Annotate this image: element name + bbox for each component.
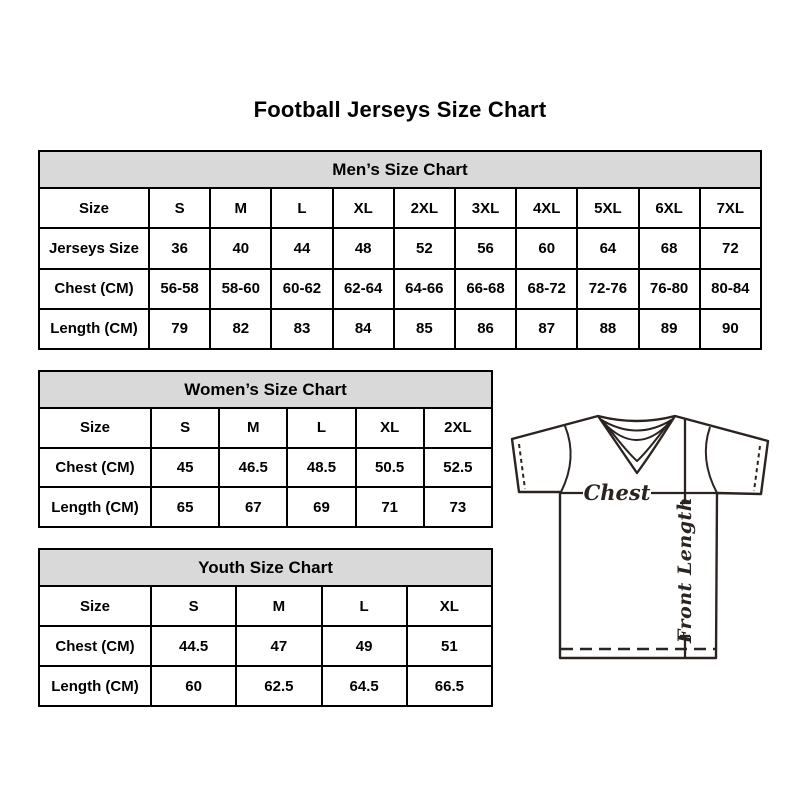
- size-value: XL: [407, 586, 492, 626]
- table-row: [39, 269, 761, 309]
- size-value: XL: [356, 408, 424, 448]
- table-title: Women’s Size Chart: [39, 371, 492, 408]
- page-title: Football Jerseys Size Chart: [253, 97, 547, 122]
- size-value: 49: [322, 626, 407, 666]
- size-value: 76-80: [639, 269, 700, 309]
- table-row: [39, 487, 492, 527]
- size-value: 44: [271, 228, 332, 268]
- table-row: [39, 626, 492, 666]
- row-label: Size: [39, 188, 149, 228]
- size-value: 56-58: [149, 269, 210, 309]
- table-row: [39, 448, 492, 488]
- size-value: 3XL: [455, 188, 516, 228]
- size-value: S: [151, 408, 219, 448]
- table-row: [39, 309, 761, 349]
- size-value: 36: [149, 228, 210, 268]
- table-row: [39, 188, 761, 228]
- jersey-outline-shape: [512, 416, 768, 658]
- mens-size-table: [38, 150, 762, 350]
- size-value: L: [271, 188, 332, 228]
- row-label: Length (CM): [39, 309, 149, 349]
- size-value: 5XL: [577, 188, 638, 228]
- size-value: 86: [455, 309, 516, 349]
- size-value: 80-84: [700, 269, 761, 309]
- size-value: 51: [407, 626, 492, 666]
- size-value: S: [149, 188, 210, 228]
- size-value: 44.5: [151, 626, 236, 666]
- size-value: 47: [236, 626, 321, 666]
- table-row: [39, 586, 492, 626]
- youth-size-table: [38, 548, 493, 707]
- size-value: 60: [516, 228, 577, 268]
- size-value: 50.5: [356, 448, 424, 488]
- table-title: Youth Size Chart: [39, 549, 492, 586]
- row-label: Chest (CM): [39, 448, 151, 488]
- size-value: XL: [333, 188, 394, 228]
- size-value: 60: [151, 666, 236, 706]
- size-value: 6XL: [639, 188, 700, 228]
- size-value: 90: [700, 309, 761, 349]
- size-value: 87: [516, 309, 577, 349]
- womens-size-table: [38, 370, 493, 528]
- size-value: M: [236, 586, 321, 626]
- size-value: 52.5: [424, 448, 492, 488]
- chest-label: Chest: [583, 480, 651, 505]
- size-value: 62-64: [333, 269, 394, 309]
- size-value: 64.5: [322, 666, 407, 706]
- size-value: S: [151, 586, 236, 626]
- size-value: 89: [639, 309, 700, 349]
- size-value: 66-68: [455, 269, 516, 309]
- size-value: L: [322, 586, 407, 626]
- size-value: 48.5: [287, 448, 355, 488]
- size-value: 64-66: [394, 269, 455, 309]
- size-value: 82: [210, 309, 271, 349]
- jersey-measurement-diagram: [505, 406, 775, 686]
- size-value: M: [210, 188, 271, 228]
- size-value: 52: [394, 228, 455, 268]
- front-length-label: Front Length: [674, 496, 696, 644]
- size-value: L: [287, 408, 355, 448]
- size-value: 67: [219, 487, 287, 527]
- size-value: 2XL: [424, 408, 492, 448]
- size-value: M: [219, 408, 287, 448]
- size-value: 68: [639, 228, 700, 268]
- size-value: 60-62: [271, 269, 332, 309]
- size-value: 72: [700, 228, 761, 268]
- size-value: 2XL: [394, 188, 455, 228]
- size-value: 72-76: [577, 269, 638, 309]
- size-value: 85: [394, 309, 455, 349]
- size-value: 69: [287, 487, 355, 527]
- row-label: Jerseys Size: [39, 228, 149, 268]
- size-value: 64: [577, 228, 638, 268]
- size-value: 65: [151, 487, 219, 527]
- row-label: Size: [39, 408, 151, 448]
- size-value: 83: [271, 309, 332, 349]
- size-value: 84: [333, 309, 394, 349]
- row-label: Size: [39, 586, 151, 626]
- row-label: Chest (CM): [39, 269, 149, 309]
- size-value: 4XL: [516, 188, 577, 228]
- size-value: 79: [149, 309, 210, 349]
- size-value: 58-60: [210, 269, 271, 309]
- size-value: 40: [210, 228, 271, 268]
- size-value: 7XL: [700, 188, 761, 228]
- row-label: Length (CM): [39, 487, 151, 527]
- size-value: 46.5: [219, 448, 287, 488]
- size-value: 68-72: [516, 269, 577, 309]
- size-value: 88: [577, 309, 638, 349]
- size-value: 73: [424, 487, 492, 527]
- table-row: [39, 666, 492, 706]
- size-value: 45: [151, 448, 219, 488]
- row-label: Length (CM): [39, 666, 151, 706]
- size-value: 48: [333, 228, 394, 268]
- table-row: [39, 228, 761, 268]
- size-value: 66.5: [407, 666, 492, 706]
- table-title: Men’s Size Chart: [39, 151, 761, 188]
- table-row: [39, 408, 492, 448]
- size-value: 56: [455, 228, 516, 268]
- row-label: Chest (CM): [39, 626, 151, 666]
- size-value: 71: [356, 487, 424, 527]
- size-value: 62.5: [236, 666, 321, 706]
